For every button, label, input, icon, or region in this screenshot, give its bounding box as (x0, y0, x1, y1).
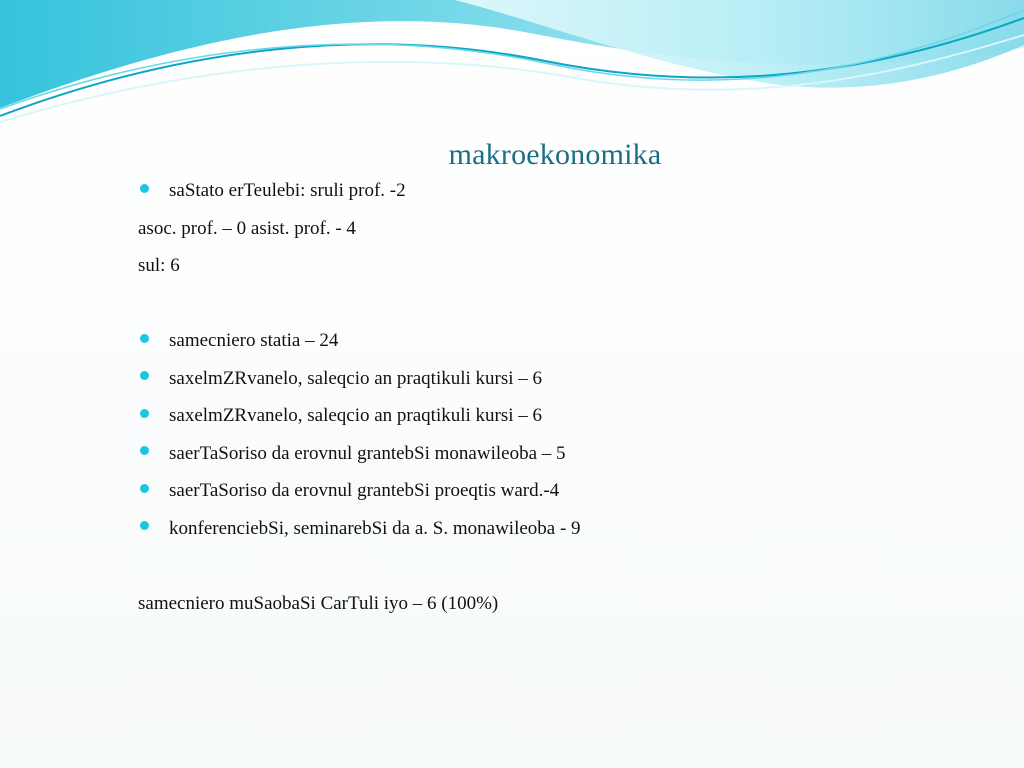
list-item-text: saxelmZRvanelo, saleqcio an praqtikuli kursi – 6 (169, 367, 543, 389)
list-item-text: saerTaSoriso da erovnul grantebSi proeqtis ward.-4 (169, 480, 560, 501)
list-item (138, 472, 938, 510)
blank-line (138, 285, 938, 323)
list-item (138, 360, 938, 398)
bullet-dot-icon (140, 484, 149, 493)
list-item-text: konferenciebSi, seminarebSi da a. S. monawileoba - 9 (169, 517, 581, 539)
list-item-text: samecniero statia – 24 (169, 330, 339, 351)
list-item (138, 397, 938, 435)
text-line (138, 247, 938, 285)
blank-line (138, 547, 938, 585)
summary-text: samecniero muSaobaSi CarTuli iyo – 6 (100%) (138, 592, 499, 614)
bullet-dot-icon (140, 409, 149, 418)
bullet-dot-icon (140, 446, 149, 455)
list-item-text: saStato erTeulebi: sruli prof. -2 (169, 180, 406, 201)
list-item-text: saxelmZRvanelo, saleqcio an praqtikuli kursi – 6 (169, 405, 543, 426)
list-item-text: saerTaSoriso da erovnul grantebSi monawileoba – 5 (169, 442, 566, 464)
bullet-dot-icon (140, 334, 149, 343)
slide-content (138, 172, 938, 622)
list-item (138, 172, 938, 210)
list-item (138, 510, 938, 548)
decorative-wave-header (0, 0, 1024, 130)
summary-line (138, 585, 938, 623)
list-item (138, 322, 938, 360)
slide-title: makroekonomika (448, 138, 662, 171)
bullet-dot-icon (140, 371, 149, 380)
bullet-dot-icon (140, 184, 149, 193)
list-item (138, 435, 938, 473)
bullet-dot-icon (140, 521, 149, 530)
text-line-content: sul: 6 (138, 255, 180, 276)
text-line-content: asoc. prof. – 0 asist. prof. - 4 (138, 217, 356, 239)
text-line (138, 210, 938, 248)
